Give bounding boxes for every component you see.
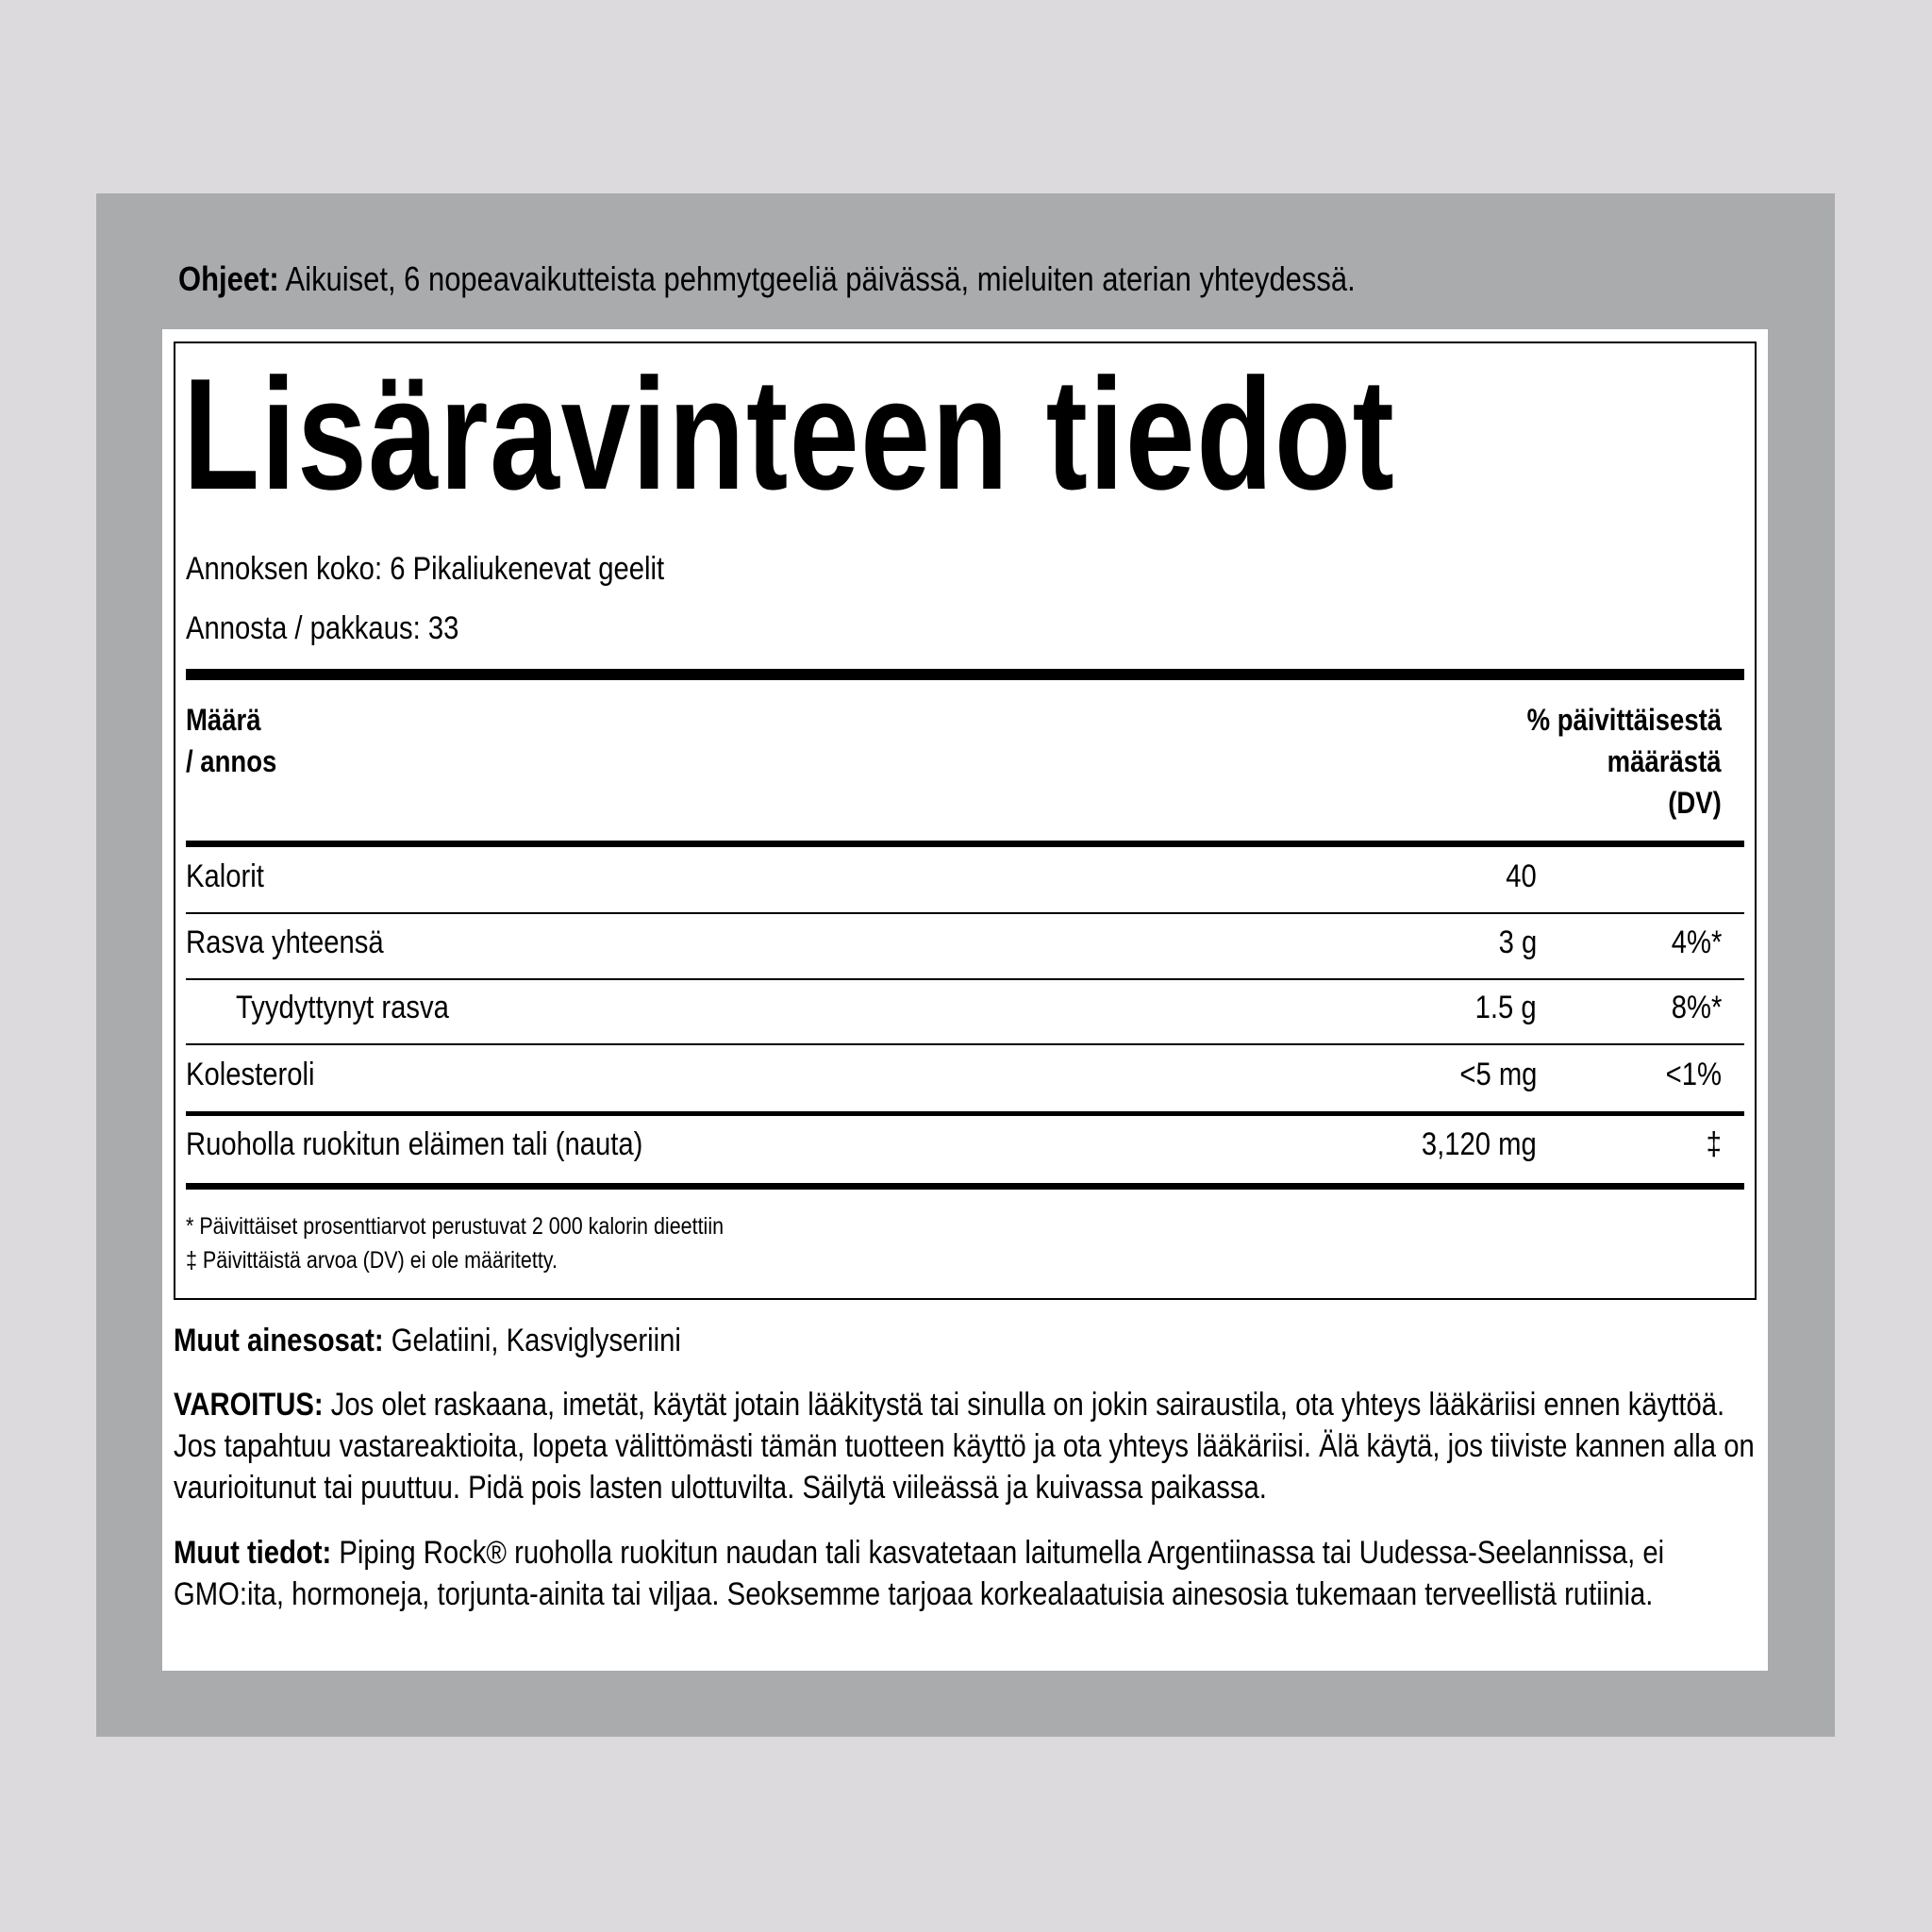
directions-label: Ohjeet:: [178, 259, 279, 298]
servings-per-container: Annosta / pakkaus: 33: [186, 610, 459, 646]
row-divider: [186, 978, 1744, 980]
other-ingredients: Muut ainesosat: Gelatiini, Kasviglyseriini: [174, 1323, 681, 1358]
table-row: Tyydyttynyt rasva 1.5 g 8%*: [236, 990, 1722, 1025]
table-row: Ruoholla ruokitun eläimen tali (nauta) 3,120 mg ‡: [186, 1126, 1722, 1162]
bottom-divider: [186, 1183, 1744, 1190]
header-amount: Määrä / annos: [186, 703, 277, 778]
warning: VAROITUS: Jos olet raskaana, imetät, käytät jotain lääkitystä tai sinulla on jokin sairaustila, ota yhteys lääkäriisi ennen käyttöä. Jos tapahtuu vastareaktioita, lopeta välittömästi tämän tuotteen käyttö ja ota yhteys lääkäriisi. Älä käytä, jos tiiviste kannen alla on vaurioitunut tai puuttuu. Pidä pois lasten ulottuvilta. Säilytä viileässä ja kuivassa paikassa.: [174, 1387, 1755, 1506]
table-row: Rasva yhteensä 3 g 4%*: [186, 924, 1722, 960]
row-divider-thick: [186, 1111, 1744, 1116]
table-row: Kalorit 40: [186, 858, 1537, 894]
thick-divider: [186, 669, 1744, 680]
directions: [178, 258, 1547, 300]
facts-title: Lisäravinteen tiedot: [183, 345, 1396, 523]
row-divider: [186, 912, 1744, 914]
directions-text: Aikuiset, 6 nopeavaikutteista pehmytgeeliä päivässä, mieluiten aterian yhteydessä.: [278, 259, 1356, 298]
serving-size: Annoksen koko: 6 Pikaliukenevat geelit: [186, 551, 665, 587]
table-row: Kolesteroli <5 mg <1%: [186, 1057, 1722, 1092]
footnotes: * Päivittäiset prosenttiarvot perustuvat 2 000 kalorin dieettiin ‡ Päivittäistä arvoa (DV) ei ole määritetty.: [186, 1213, 724, 1274]
other-info: Muut tiedot: Piping Rock® ruoholla ruokitun naudan tali kasvatetaan laitumella Argentiinassa tai Uudessa-Seelannissa, ei GMO:ita, hormoneja, torjunta-ainita tai viljaa. Seoksemme tarjoaa korkealaatuisia ainesosia tukemaan terveellistä rutiinia.: [174, 1535, 1665, 1612]
header-dv: % päivittäisestä määrästä (DV): [1526, 703, 1722, 820]
medium-divider: [186, 841, 1744, 847]
row-divider: [186, 1043, 1744, 1045]
